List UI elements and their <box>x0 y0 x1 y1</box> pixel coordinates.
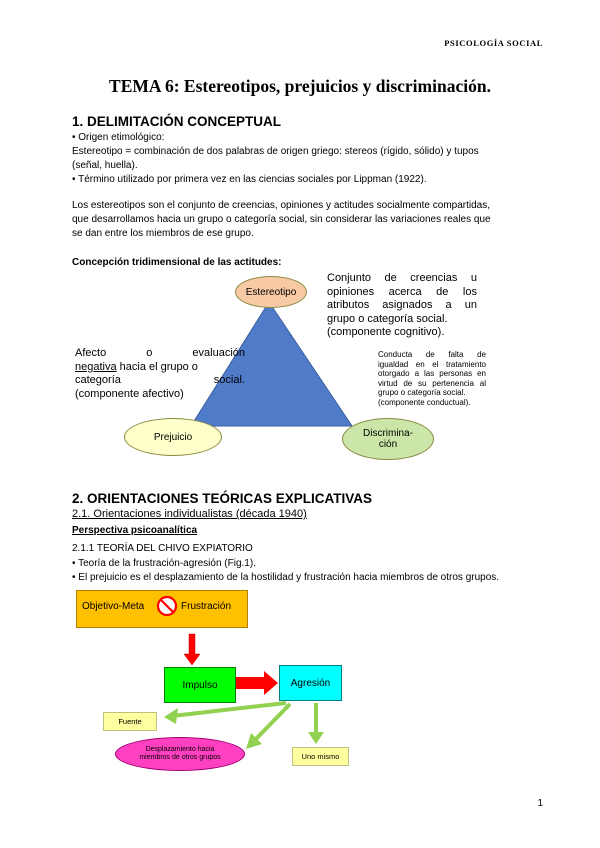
discrimination-label: Discrimina-ción <box>363 428 413 450</box>
frustration-label: Frustración <box>181 601 232 612</box>
self-box: Uno mismo <box>292 747 349 766</box>
text-line: Los estereotipos son el conjunto de creencias, opiniones y actitudes socialmente compartidas, <box>72 200 491 211</box>
text-line: se dan entre los miembros de ese grupo. <box>72 228 254 239</box>
displacement-ellipse <box>115 737 245 771</box>
page-title: TEMA 6: Estereotipos, prejuicios y discriminación. <box>109 76 491 96</box>
displacement-label: Desplazamiento hacia miembros de otros grupos <box>139 745 221 761</box>
negative-word: negativa <box>75 360 117 373</box>
text-line: (señal, huella). <box>72 160 138 171</box>
aggression-box: Agresión <box>279 665 342 701</box>
text-line: virtud de su pertenencia al <box>378 378 486 388</box>
text-line: otorgado a las personas en <box>378 369 486 378</box>
text-line: igualdad en el tratamiento <box>378 359 486 369</box>
diagram-title: Concepción tridimensional de las actitudes: <box>72 257 282 268</box>
text-line: Afecto o evaluación <box>75 347 245 359</box>
page-number: 1 <box>537 798 543 809</box>
text-line: que desarrollamos hacia un grupo o categoría social, sin considerar las variaciones reales que <box>72 214 491 225</box>
text-line: Conducta de falta de <box>378 350 486 359</box>
text-line: opiniones acerca de los <box>327 285 477 298</box>
text-line: atributos asignados a un <box>327 299 477 311</box>
section-2-1-subheading: 2.1. Orientaciones individualistas (década 1940) <box>72 508 307 520</box>
text-line: grupo o categoría social. <box>327 312 448 325</box>
text-line: (componente afectivo) <box>75 387 184 400</box>
source-box: Fuente <box>103 712 157 731</box>
text-fragment: hacia el grupo o <box>116 360 198 373</box>
text-line: Conjunto de creencias u <box>327 272 477 284</box>
goal-label: Objetivo-Meta <box>82 601 145 612</box>
section-2-heading: 2. ORIENTACIONES TEÓRICAS EXPLICATIVAS <box>72 491 373 506</box>
text-line: categoría social. <box>75 374 245 386</box>
text-line: grupo o categoría social. <box>378 388 466 397</box>
text-line: • Término utilizado por primera vez en las ciencias sociales por Lippman (1922). <box>72 174 427 185</box>
text-line: (componente cognitivo). <box>327 326 445 338</box>
text-line: Estereotipo = combinación de dos palabras de origen griego: stereos (rígido, sólido) y tupos <box>72 146 479 157</box>
text-line: • El prejuicio es el desplazamiento de la hostilidad y frustración hacia miembros de otros grupos. <box>72 572 500 583</box>
running-header: PSICOLOGÍA SOCIAL <box>444 38 543 48</box>
prejudice-ellipse: Prejuicio <box>124 418 222 456</box>
theory-heading: 2.1.1 TEORÍA DEL CHIVO EXPIATORIO <box>72 543 253 554</box>
stereotype-ellipse: Estereotipo <box>235 276 307 308</box>
text-line: • Teoría de la frustración-agresión (Fig.1). <box>72 558 256 569</box>
text-line: • Origen etimológico: <box>72 132 165 143</box>
impulse-box: Impulso <box>164 667 236 703</box>
text-line: (componente conductual). <box>378 397 471 407</box>
section-1-heading: 1. DELIMITACIÓN CONCEPTUAL <box>72 114 281 129</box>
perspective-label: Perspectiva psicoanalítica <box>72 525 198 536</box>
no-entry-icon <box>158 597 176 615</box>
